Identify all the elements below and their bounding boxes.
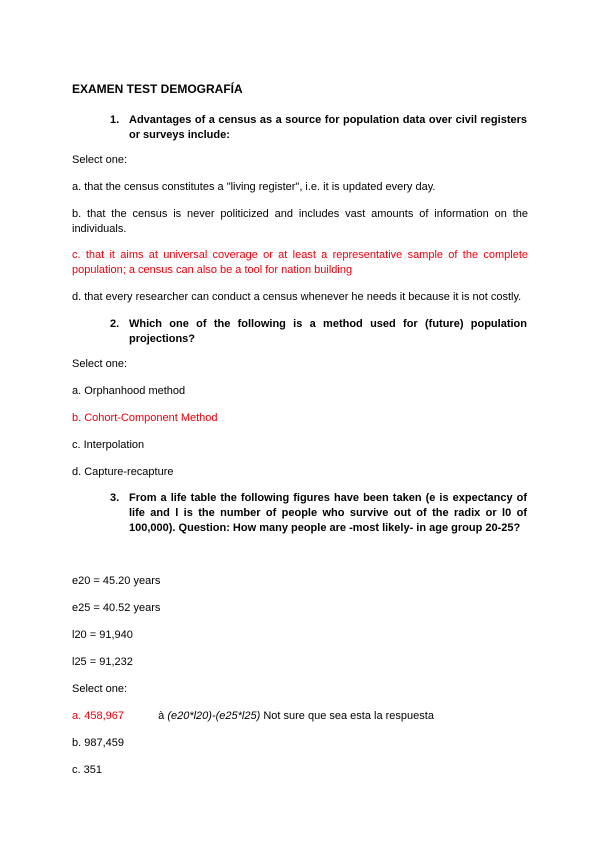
question-2-option-a: a. Orphanhood method — [72, 385, 186, 397]
answer-formula: (e20*l20)-(e25*l25) — [167, 710, 261, 722]
question-3-number: 3. — [110, 492, 120, 504]
question-2-text: Which one of the following is a method used for (future) population projections? — [129, 318, 527, 345]
question-2-option-d: d. Capture-recapture — [72, 466, 174, 478]
answer-note: Not sure que sea esta la respuesta — [263, 710, 434, 722]
document-title: EXAMEN TEST DEMOGRAFÍA — [72, 82, 243, 96]
question-1-option-a: a. that the census constitutes a "living register", i.e. it is updated every day. — [72, 181, 436, 193]
question-2-option-b: b. Cohort-Component Method — [72, 412, 218, 424]
question-2-number: 2. — [110, 318, 120, 330]
question-1-number: 1. — [110, 114, 120, 126]
question-3-text: From a life table the following figures have been taken (e is expectancy of life and l is the number of people who survive out of the radix or l0 of 100,000). Question: How many people are -most likely- in age group 20-25? — [129, 492, 527, 534]
arrow-icon: à — [158, 710, 165, 722]
question-1-option-c: c. that it aims at universal coverage or at least a representative sample of the complete population; a census can also be a tool for nation building — [72, 249, 528, 276]
question-1-option-b: b. that the census is never politicized and includes vast amounts of information on the individuals. — [72, 208, 528, 235]
question-1-text: Advantages of a census as a source for population data over civil registers or surveys include: — [129, 114, 527, 141]
question-2-prompt: Select one: — [72, 358, 128, 370]
figure-e20: e20 = 45.20 years — [72, 575, 161, 587]
figure-e25: e25 = 40.52 years — [72, 602, 161, 614]
figure-l20: l20 = 91,940 — [72, 629, 133, 641]
question-3-option-a: a. 458,967 — [72, 710, 124, 722]
question-3-option-a-row — [72, 709, 528, 724]
question-3-option-c: c. 351 — [72, 764, 102, 776]
question-1-option-d: d. that every researcher can conduct a census whenever he needs it because it is not costly. — [72, 291, 522, 303]
figure-l25: l25 = 91,232 — [72, 656, 133, 668]
question-3-prompt: Select one: — [72, 683, 128, 695]
question-2-option-c: c. Interpolation — [72, 439, 145, 451]
question-3-option-b: b. 987,459 — [72, 737, 124, 749]
question-1-prompt: Select one: — [72, 154, 128, 166]
